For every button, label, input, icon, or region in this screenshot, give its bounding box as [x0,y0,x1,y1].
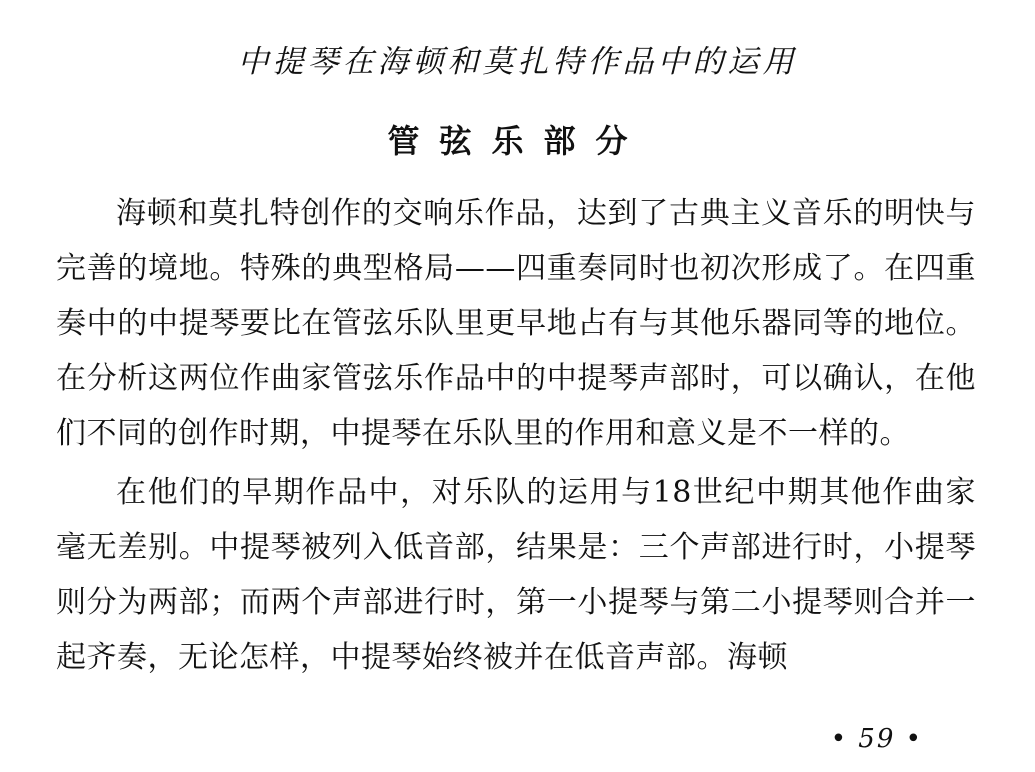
section-title: 管弦乐部分 [387,122,648,160]
paragraph: 在他们的早期作品中，对乐队的运用与18世纪中期其他作曲家毫无差别。中提琴被列入低音部，结果是：三个声部进行时，小提琴则分为两部；而两个声部进行时，第一小提琴与第二小提琴则合并一起齐奏，无论怎样，中提琴始终被并在低音声部。海顿 [56,475,976,675]
body-text [56,186,976,685]
running-head: 中提琴在海顿和莫扎特作品中的运用 [237,44,798,80]
page-number: • 59 • [830,724,923,754]
paragraph: 海顿和莫扎特创作的交响乐作品，达到了古典主义音乐的明快与完善的境地。特殊的典型格局——四重奏同时也初次形成了。在四重奏中的中提琴要比在管弦乐队里更早地占有与其他乐器同等的地位。在分析这两位作曲家管弦乐作品中的中提琴声部时，可以确认，在他们不同的创作时期，中提琴在乐队里的作用和意义是不一样的。 [56,196,976,451]
